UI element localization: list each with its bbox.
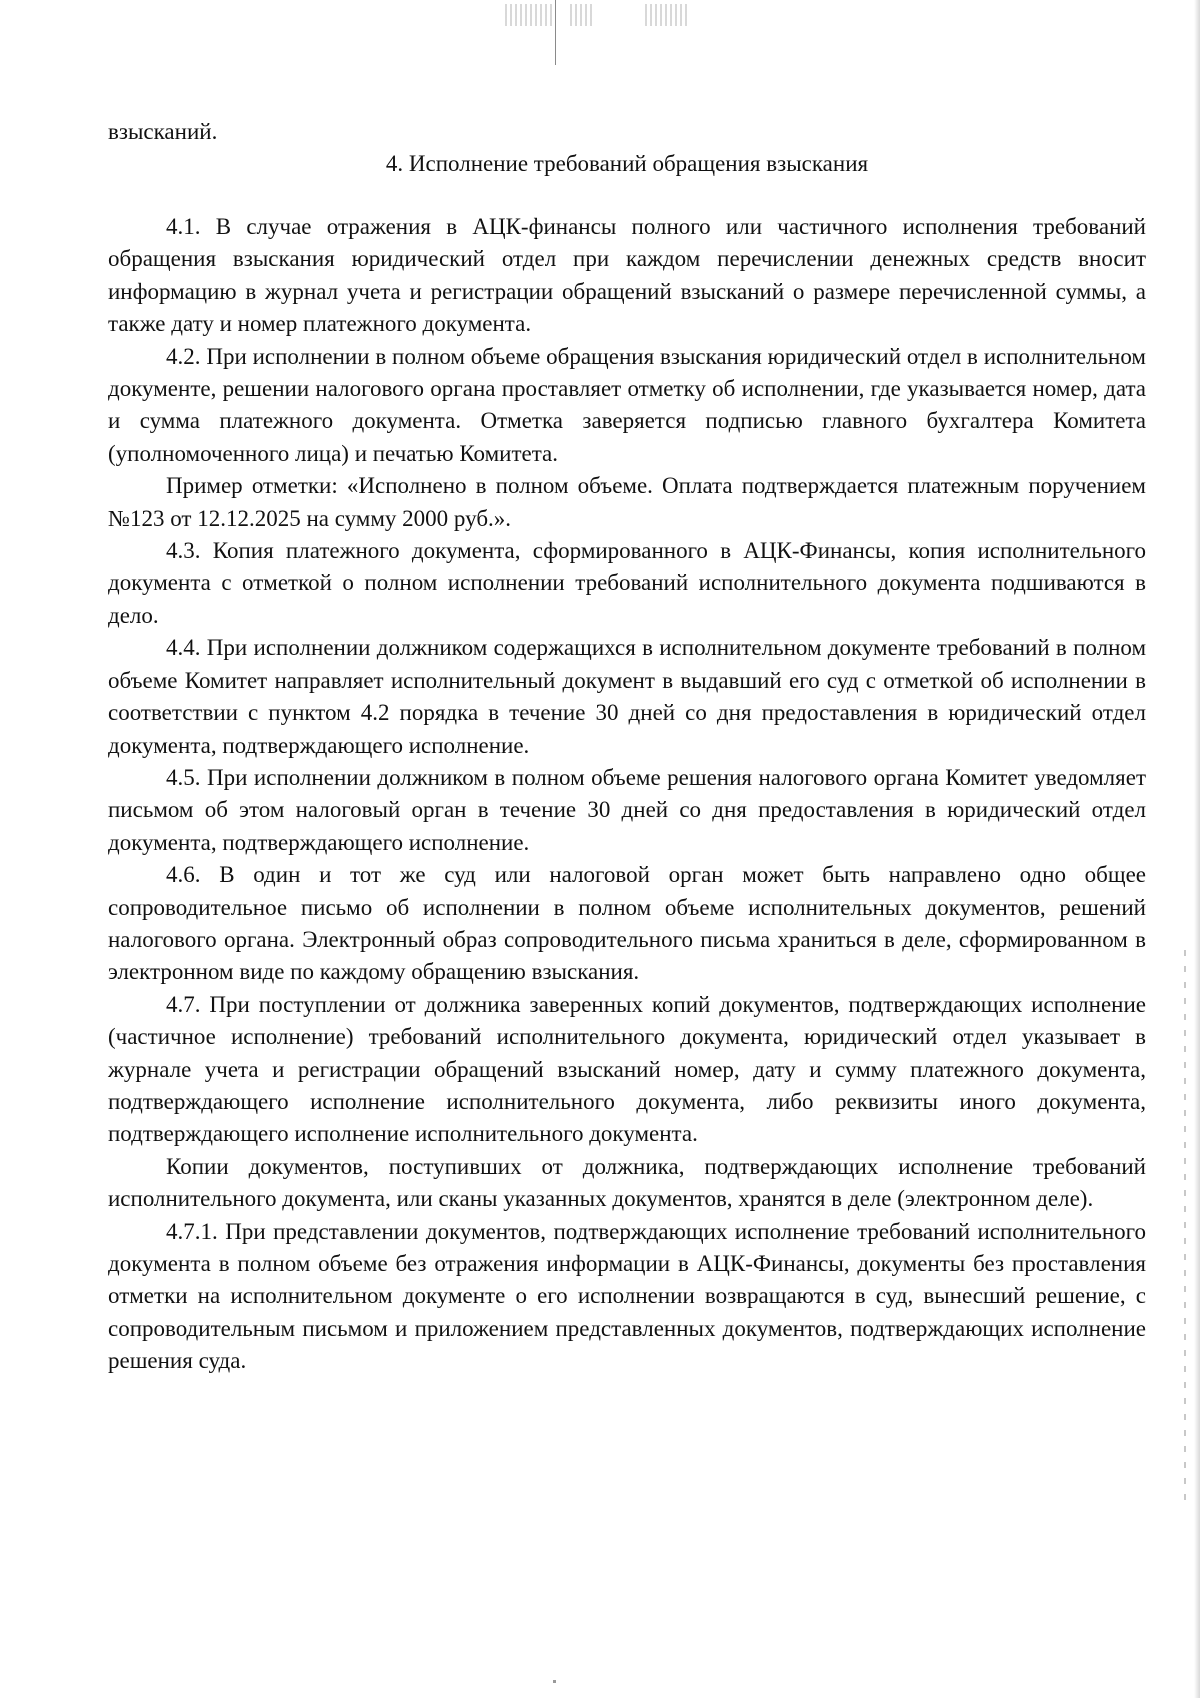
paragraph-copies: Копии документов, поступивших от должника, подтверждающих исполнение требований исполнительного документа, или сканы указанных документов, хранятся в деле (электронном деле). <box>108 1153 1146 1212</box>
scan-edge-artifact <box>1184 950 1186 1510</box>
scan-smudge <box>570 4 595 26</box>
scan-dot <box>553 1680 556 1683</box>
paragraph-4-4: 4.4. При исполнении должником содержащихся в исполнительном документе требований в полном объеме Комитет направляет исполнительный документ в выдавший его суд с отметкой об исполнении в соответствии с пунктом 4.2 порядка в течение 30 дней со дня предоставления в юридический отдел документа, подтверждающего исполнение. <box>108 635 1146 758</box>
paragraph-4-7-1: 4.7.1. При представлении документов, подтверждающих исполнение требований исполнительного документа в полном объеме без отражения информации в АЦК-Финансы, документы без проставления отметки на исполнительном документе о его исполнении возвращаются в суд, вынесший решение, с сопроводительным письмом и приложением представленных документов, подтверждающих исполнение решения суда. <box>108 1218 1146 1374</box>
section-heading: 4. Исполнение требований обращения взыскания <box>385 151 869 176</box>
document-body <box>108 116 1146 1378</box>
paragraph-4-5: 4.5. При исполнении должником в полном объеме решения налогового органа Комитет уведомляет письмом об этом налоговый орган в течение 30 дней со дня предоставления в юридический отдел документа, подтверждающего исполнение. <box>108 764 1146 855</box>
scan-smudge <box>505 4 555 26</box>
paragraph-4-6: 4.6. В один и тот же суд или налоговой орган может быть направлено одно общее сопроводительное письмо об исполнении в полном объеме исполнительных документов, решений налогового органа. Электронный образ сопроводительного письма храниться в деле, сформированном в электронном виде по каждому обращению взыскания. <box>108 862 1146 985</box>
paragraph-4-1: 4.1. В случае отражения в АЦК-финансы полного или частичного исполнения требований обращения взыскания юридический отдел при каждом перечислении денежных средств вносит информацию в журнал учета и регистрации обращений взысканий о размере перечисленной суммы, а также дату и номер платежного документа. <box>108 214 1146 337</box>
paragraph-4-3: 4.3. Копия платежного документа, сформированного в АЦК-Финансы, копия исполнительного документа с отметкой о полном исполнении требований исполнительного документа подшиваются в дело. <box>108 538 1146 628</box>
binding-line <box>555 0 556 65</box>
page-edge-shadow <box>1194 0 1200 1698</box>
paragraph-4-2: 4.2. При исполнении в полном объеме обращения взыскания юридический отдел в исполнительном документе, решении налогового органа проставляет отметку об исполнении, где указывается номер, дата и сумма платежного документа. Отметка заверяется подписью главного бухгалтера Комитета (уполномоченного лица) и печатью Комитета. <box>108 343 1146 466</box>
scan-smudge <box>645 4 690 26</box>
paragraph-4-7: 4.7. При поступлении от должника заверенных копий документов, подтверждающих исполнение (частичное исполнение) требований исполнительного документа, юридический отдел указывает в журнале учета и регистрации обращений взысканий номер, дату и сумму платежного документа, подтверждающего исполнение исполнительного документа, либо реквизиты иного документа, подтверждающего исполнение исполнительного документа. <box>108 991 1146 1147</box>
paragraph-example: Пример отметки: «Исполнено в полном объеме. Оплата подтверждается платежным поручением №123 от 12.12.2025 на сумму 2000 руб.». <box>108 473 1146 531</box>
continued-text: взысканий. <box>108 119 218 144</box>
scan-artifact-top <box>505 0 705 70</box>
